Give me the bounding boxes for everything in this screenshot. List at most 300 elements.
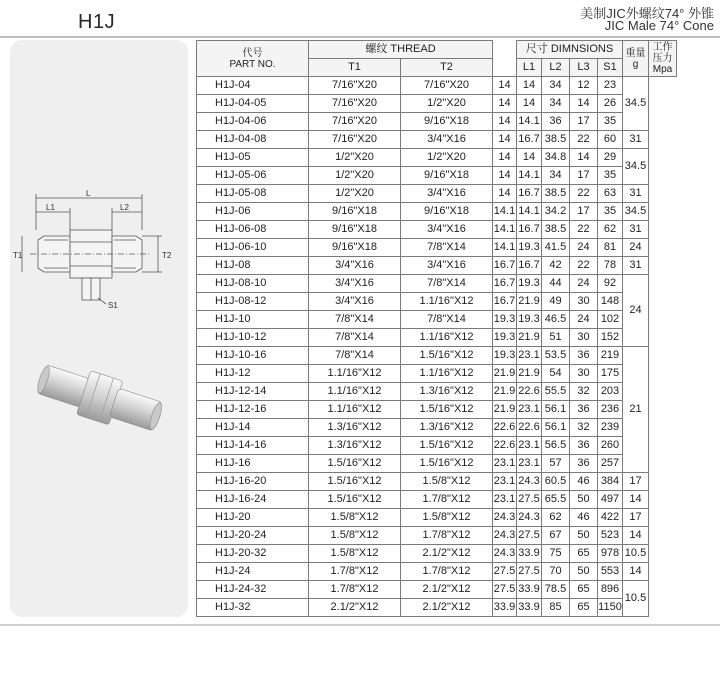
cell-weight: 29: [598, 149, 623, 167]
header-t2: T2: [401, 59, 493, 77]
cell-thread-t1: 7/8"X14: [309, 311, 401, 329]
header-part-en: PART NO.: [229, 58, 276, 70]
cell-weight: 81: [598, 239, 623, 257]
dim-label-l2: L2: [120, 203, 129, 212]
cell-s1: 65: [570, 581, 598, 599]
cell-weight: 35: [598, 203, 623, 221]
cell-s1: 36: [570, 347, 598, 365]
header-l3: L3: [570, 59, 598, 77]
cell-l2: 16.7: [517, 185, 542, 203]
cell-thread-t2: 7/8"X14: [401, 239, 493, 257]
cell-part-no: H1J-12: [197, 365, 309, 383]
cell-pressure: 17: [623, 473, 649, 491]
cell-l3: 42: [542, 257, 570, 275]
table-row: [197, 365, 677, 383]
cell-s1: 32: [570, 383, 598, 401]
cell-pressure: 24: [623, 239, 649, 257]
cell-weight: 523: [598, 527, 623, 545]
table-row: [197, 149, 677, 167]
dim-label-s1: S1: [108, 301, 118, 310]
product-photo: [30, 355, 170, 445]
cell-thread-t1: 3/4"X16: [309, 275, 401, 293]
cell-l1: 23.1: [493, 473, 517, 491]
cell-l3: 51: [542, 329, 570, 347]
cell-l3: 65.5: [542, 491, 570, 509]
cell-s1: 22: [570, 131, 598, 149]
cell-l3: 55.5: [542, 383, 570, 401]
cell-l1: 27.5: [493, 563, 517, 581]
cell-part-no: H1J-16-20: [197, 473, 309, 491]
cell-thread-t2: 3/4"X16: [401, 221, 493, 239]
cell-l3: 85: [542, 599, 570, 617]
cell-s1: 36: [570, 401, 598, 419]
cell-l2: 23.1: [517, 401, 542, 419]
cell-part-no: H1J-04-08: [197, 131, 309, 149]
cell-s1: 24: [570, 275, 598, 293]
cell-s1: 36: [570, 455, 598, 473]
spec-table: [196, 40, 677, 617]
cell-thread-t2: 9/16"X18: [401, 203, 493, 221]
cell-s1: 65: [570, 545, 598, 563]
cell-l2: 14: [517, 149, 542, 167]
cell-weight: 260: [598, 437, 623, 455]
cell-s1: 14: [570, 149, 598, 167]
table-row: [197, 563, 677, 581]
cell-part-no: H1J-14: [197, 419, 309, 437]
cell-weight: 239: [598, 419, 623, 437]
cell-weight: 236: [598, 401, 623, 419]
cell-weight: 92: [598, 275, 623, 293]
cell-l1: 14: [493, 149, 517, 167]
cell-s1: 30: [570, 329, 598, 347]
cell-l2: 23.1: [517, 437, 542, 455]
cell-part-no: H1J-10-12: [197, 329, 309, 347]
cell-l2: 33.9: [517, 599, 542, 617]
cell-pressure: 34.5: [623, 149, 649, 185]
cell-l1: 16.7: [493, 293, 517, 311]
cell-l3: 57: [542, 455, 570, 473]
dim-label-l: L: [86, 190, 91, 198]
header-pressure-unit: Mpa: [652, 64, 673, 75]
cell-thread-t2: 3/4"X16: [401, 185, 493, 203]
cell-l1: 14: [493, 95, 517, 113]
model-code: H1J: [78, 11, 116, 33]
header-l1: L1: [517, 59, 542, 77]
cell-l1: 16.7: [493, 275, 517, 293]
cell-part-no: H1J-04: [197, 77, 309, 95]
table-row: [197, 545, 677, 563]
cell-pressure: 14: [623, 527, 649, 545]
cell-thread-t1: 1.5/8"X12: [309, 509, 401, 527]
cell-thread-t1: 1.1/16"X12: [309, 401, 401, 419]
cell-thread-t1: 1.5/16"X12: [309, 455, 401, 473]
table-row: [197, 437, 677, 455]
cell-weight: 23: [598, 77, 623, 95]
table-row: [197, 329, 677, 347]
cell-l3: 62: [542, 509, 570, 527]
cell-l3: 53.5: [542, 347, 570, 365]
cell-l3: 56.1: [542, 401, 570, 419]
cell-s1: 24: [570, 311, 598, 329]
cell-thread-t1: 7/16"X20: [309, 113, 401, 131]
cell-thread-t1: 1.7/8"X12: [309, 563, 401, 581]
cell-l2: 22.6: [517, 419, 542, 437]
cell-thread-t2: 1.5/16"X12: [401, 401, 493, 419]
cell-thread-t1: 9/16"X18: [309, 221, 401, 239]
header-pressure-cn1: 工作: [652, 42, 673, 53]
table-row: [197, 347, 677, 365]
cell-thread-t2: 1.1/16"X12: [401, 329, 493, 347]
cell-l3: 56.1: [542, 419, 570, 437]
cell-l2: 24.3: [517, 473, 542, 491]
cell-part-no: H1J-06-08: [197, 221, 309, 239]
cell-part-no: H1J-05-06: [197, 167, 309, 185]
cell-thread-t1: 1.5/16"X12: [309, 473, 401, 491]
cell-l2: 19.3: [517, 311, 542, 329]
cell-thread-t1: 1/2"X20: [309, 185, 401, 203]
cell-l1: 33.9: [493, 599, 517, 617]
table-row: [197, 491, 677, 509]
cell-part-no: H1J-32: [197, 599, 309, 617]
cell-thread-t2: 2.1/2"X12: [401, 545, 493, 563]
cell-thread-t1: 1/2"X20: [309, 149, 401, 167]
cell-s1: 30: [570, 293, 598, 311]
cell-weight: 497: [598, 491, 623, 509]
cell-part-no: H1J-08-10: [197, 275, 309, 293]
cell-part-no: H1J-20-24: [197, 527, 309, 545]
header-weight: [623, 41, 649, 77]
cell-l2: 27.5: [517, 491, 542, 509]
cell-pressure: 31: [623, 185, 649, 203]
cell-thread-t1: 9/16"X18: [309, 203, 401, 221]
cell-l3: 67: [542, 527, 570, 545]
cell-s1: 22: [570, 221, 598, 239]
table-row: [197, 473, 677, 491]
cell-weight: 1150: [598, 599, 623, 617]
cell-l3: 46.5: [542, 311, 570, 329]
cell-l3: 41.5: [542, 239, 570, 257]
cell-l3: 44: [542, 275, 570, 293]
cell-l3: 75: [542, 545, 570, 563]
cell-thread-t2: 1.5/8"X12: [401, 509, 493, 527]
cell-weight: 78: [598, 257, 623, 275]
cell-thread-t1: 1.1/16"X12: [309, 383, 401, 401]
header-s1: S1: [598, 59, 623, 77]
cell-l2: 14.1: [517, 167, 542, 185]
cell-l1: 14.1: [493, 239, 517, 257]
cell-l1: 14: [493, 77, 517, 95]
cell-l2: 21.9: [517, 293, 542, 311]
header-divider: [0, 36, 720, 38]
spec-table-body: [197, 77, 677, 617]
cell-thread-t2: 1.3/16"X12: [401, 419, 493, 437]
illustration-panel: [10, 40, 188, 617]
cell-thread-t1: 1.3/16"X12: [309, 419, 401, 437]
table-row: [197, 455, 677, 473]
cell-weight: 219: [598, 347, 623, 365]
table-row: [197, 77, 677, 95]
dim-label-t2: T2: [162, 251, 172, 260]
cell-weight: 896: [598, 581, 623, 599]
cell-thread-t1: 1.3/16"X12: [309, 437, 401, 455]
dim-label-t1: T1: [13, 251, 23, 260]
cell-thread-t2: 1.5/16"X12: [401, 347, 493, 365]
cell-part-no: H1J-04-05: [197, 95, 309, 113]
cell-l1: 24.3: [493, 545, 517, 563]
cell-l1: 22.6: [493, 419, 517, 437]
cell-s1: 17: [570, 167, 598, 185]
cell-l1: 14: [493, 185, 517, 203]
cell-thread-t2: 1.1/16"X12: [401, 365, 493, 383]
cell-l3: 34: [542, 77, 570, 95]
cell-weight: 422: [598, 509, 623, 527]
cell-part-no: H1J-24-32: [197, 581, 309, 599]
cell-thread-t2: 9/16"X18: [401, 167, 493, 185]
cell-l2: 14.1: [517, 203, 542, 221]
cell-part-no: H1J-10: [197, 311, 309, 329]
cell-s1: 17: [570, 203, 598, 221]
cell-thread-t2: 7/8"X14: [401, 275, 493, 293]
cell-s1: 46: [570, 473, 598, 491]
cell-pressure: 10.5: [623, 581, 649, 617]
title-english: JIC Male 74° Cone: [604, 18, 714, 33]
table-row: [197, 311, 677, 329]
cell-thread-t2: 1.5/16"X12: [401, 455, 493, 473]
cell-l1: 14: [493, 131, 517, 149]
cell-weight: 152: [598, 329, 623, 347]
cell-thread-t2: 1/2"X20: [401, 95, 493, 113]
column-gap: [493, 41, 517, 77]
cell-thread-t1: 7/16"X20: [309, 95, 401, 113]
cell-l3: 34.8: [542, 149, 570, 167]
cell-pressure: 14: [623, 491, 649, 509]
cell-l2: 21.9: [517, 329, 542, 347]
cell-thread-t2: 1.3/16"X12: [401, 383, 493, 401]
table-row: [197, 275, 677, 293]
cell-part-no: H1J-16: [197, 455, 309, 473]
cell-pressure: 31: [623, 131, 649, 149]
cell-part-no: H1J-05-08: [197, 185, 309, 203]
cell-thread-t2: 7/8"X14: [401, 311, 493, 329]
cell-part-no: H1J-08-12: [197, 293, 309, 311]
cell-l2: 33.9: [517, 545, 542, 563]
cell-thread-t1: 1.5/16"X12: [309, 491, 401, 509]
cell-l3: 34: [542, 95, 570, 113]
cell-weight: 60: [598, 131, 623, 149]
cell-pressure: 21: [623, 347, 649, 473]
cell-l2: 27.5: [517, 563, 542, 581]
cell-l3: 34.2: [542, 203, 570, 221]
cell-l2: 23.1: [517, 455, 542, 473]
cell-thread-t1: 3/4"X16: [309, 257, 401, 275]
cell-s1: 50: [570, 527, 598, 545]
cell-l2: 33.9: [517, 581, 542, 599]
table-row: [197, 527, 677, 545]
cell-part-no: H1J-10-16: [197, 347, 309, 365]
cell-part-no: H1J-06-10: [197, 239, 309, 257]
cell-thread-t1: 1.5/8"X12: [309, 527, 401, 545]
cell-s1: 22: [570, 257, 598, 275]
cell-l3: 78.5: [542, 581, 570, 599]
technical-drawing: [12, 190, 182, 320]
cell-weight: 35: [598, 167, 623, 185]
cell-thread-t1: 7/16"X20: [309, 77, 401, 95]
cell-weight: 102: [598, 311, 623, 329]
cell-l1: 22.6: [493, 437, 517, 455]
cell-l3: 70: [542, 563, 570, 581]
header-weight-cn: 重量: [625, 47, 646, 59]
cell-thread-t1: 1/2"X20: [309, 167, 401, 185]
cell-thread-t1: 1.1/16"X12: [309, 365, 401, 383]
cell-weight: 257: [598, 455, 623, 473]
table-row: [197, 581, 677, 599]
cell-thread-t1: 7/8"X14: [309, 329, 401, 347]
cell-pressure: 34.5: [623, 203, 649, 221]
cell-l1: 14: [493, 113, 517, 131]
cell-s1: 46: [570, 509, 598, 527]
cell-thread-t2: 1/2"X20: [401, 149, 493, 167]
cell-part-no: H1J-06: [197, 203, 309, 221]
table-row: [197, 401, 677, 419]
title-chinese: 美制JIC外螺纹74° 外锥: [580, 6, 714, 21]
cell-s1: 22: [570, 185, 598, 203]
cell-weight: 175: [598, 365, 623, 383]
table-row: [197, 383, 677, 401]
cell-thread-t2: 1.5/16"X12: [401, 437, 493, 455]
cell-part-no: H1J-24: [197, 563, 309, 581]
cell-thread-t2: 1.7/8"X12: [401, 563, 493, 581]
cell-l1: 14: [493, 167, 517, 185]
cell-thread-t1: 7/8"X14: [309, 347, 401, 365]
cell-l1: 21.9: [493, 365, 517, 383]
cell-pressure: 24: [623, 275, 649, 347]
cell-pressure: 10.5: [623, 545, 649, 563]
cell-thread-t2: 1.7/8"X12: [401, 491, 493, 509]
cell-s1: 30: [570, 365, 598, 383]
cell-l2: 16.7: [517, 221, 542, 239]
cell-l1: 27.5: [493, 581, 517, 599]
cell-s1: 12: [570, 77, 598, 95]
table-row: [197, 293, 677, 311]
cell-l1: 19.3: [493, 347, 517, 365]
cell-thread-t2: 3/4"X16: [401, 257, 493, 275]
cell-thread-t2: 1.5/8"X12: [401, 473, 493, 491]
header-l2: L2: [542, 59, 570, 77]
footer-divider: [0, 624, 720, 626]
cell-pressure: 17: [623, 509, 649, 527]
cell-s1: 65: [570, 599, 598, 617]
cell-s1: 14: [570, 95, 598, 113]
cell-l3: 38.5: [542, 131, 570, 149]
cell-pressure: 31: [623, 221, 649, 239]
cell-l2: 24.3: [517, 509, 542, 527]
cell-pressure: 14: [623, 563, 649, 581]
cell-part-no: H1J-12-16: [197, 401, 309, 419]
cell-l1: 19.3: [493, 311, 517, 329]
header-weight-unit: g: [632, 58, 639, 70]
cell-l1: 19.3: [493, 329, 517, 347]
cell-l1: 24.3: [493, 509, 517, 527]
cell-l2: 14: [517, 95, 542, 113]
table-row: [197, 419, 677, 437]
cell-l1: 23.1: [493, 455, 517, 473]
cell-thread-t1: 3/4"X16: [309, 293, 401, 311]
cell-l2: 16.7: [517, 257, 542, 275]
cell-l2: 14: [517, 77, 542, 95]
cell-weight: 553: [598, 563, 623, 581]
cell-l1: 23.1: [493, 491, 517, 509]
cell-s1: 24: [570, 239, 598, 257]
table-row: [197, 167, 677, 185]
cell-part-no: H1J-04-06: [197, 113, 309, 131]
cell-pressure: 31: [623, 257, 649, 275]
cell-weight: 384: [598, 473, 623, 491]
cell-thread-t1: 9/16"X18: [309, 239, 401, 257]
cell-s1: 17: [570, 113, 598, 131]
table-row: [197, 185, 677, 203]
cell-pressure: 34.5: [623, 77, 649, 131]
cell-thread-t2: 1.7/8"X12: [401, 527, 493, 545]
table-row: [197, 95, 677, 113]
cell-thread-t2: 9/16"X18: [401, 113, 493, 131]
header-part-no: [197, 41, 309, 77]
cell-weight: 203: [598, 383, 623, 401]
cell-l2: 14.1: [517, 113, 542, 131]
cell-thread-t2: 1.1/16"X12: [401, 293, 493, 311]
cell-weight: 148: [598, 293, 623, 311]
cell-l3: 54: [542, 365, 570, 383]
cell-part-no: H1J-08: [197, 257, 309, 275]
cell-thread-t2: 3/4"X16: [401, 131, 493, 149]
table-row: [197, 113, 677, 131]
cell-thread-t1: 2.1/2"X12: [309, 599, 401, 617]
cell-l2: 27.5: [517, 527, 542, 545]
cell-l1: 16.7: [493, 257, 517, 275]
cell-weight: 26: [598, 95, 623, 113]
cell-l2: 16.7: [517, 131, 542, 149]
cell-l2: 19.3: [517, 275, 542, 293]
cell-part-no: H1J-20: [197, 509, 309, 527]
cell-l2: 19.3: [517, 239, 542, 257]
cell-thread-t1: 7/16"X20: [309, 131, 401, 149]
table-row: [197, 599, 677, 617]
cell-l3: 36: [542, 113, 570, 131]
cell-l3: 38.5: [542, 221, 570, 239]
cell-thread-t1: 1.7/8"X12: [309, 581, 401, 599]
cell-l1: 14.1: [493, 203, 517, 221]
table-row: [197, 221, 677, 239]
cell-s1: 36: [570, 437, 598, 455]
cell-part-no: H1J-20-32: [197, 545, 309, 563]
header-part-cn: 代号: [242, 47, 263, 59]
table-row: [197, 239, 677, 257]
cell-part-no: H1J-14-16: [197, 437, 309, 455]
cell-l2: 23.1: [517, 347, 542, 365]
cell-part-no: H1J-16-24: [197, 491, 309, 509]
cell-weight: 978: [598, 545, 623, 563]
cell-s1: 32: [570, 419, 598, 437]
cell-l1: 21.9: [493, 383, 517, 401]
cell-l3: 49: [542, 293, 570, 311]
cell-l1: 21.9: [493, 401, 517, 419]
cell-l3: 38.5: [542, 185, 570, 203]
header-thread: 螺纹 THREAD: [309, 41, 493, 59]
cell-l1: 24.3: [493, 527, 517, 545]
cell-s1: 50: [570, 563, 598, 581]
dim-label-l1: L1: [46, 203, 55, 212]
cell-thread-t2: 7/16"X20: [401, 77, 493, 95]
table-row: [197, 257, 677, 275]
